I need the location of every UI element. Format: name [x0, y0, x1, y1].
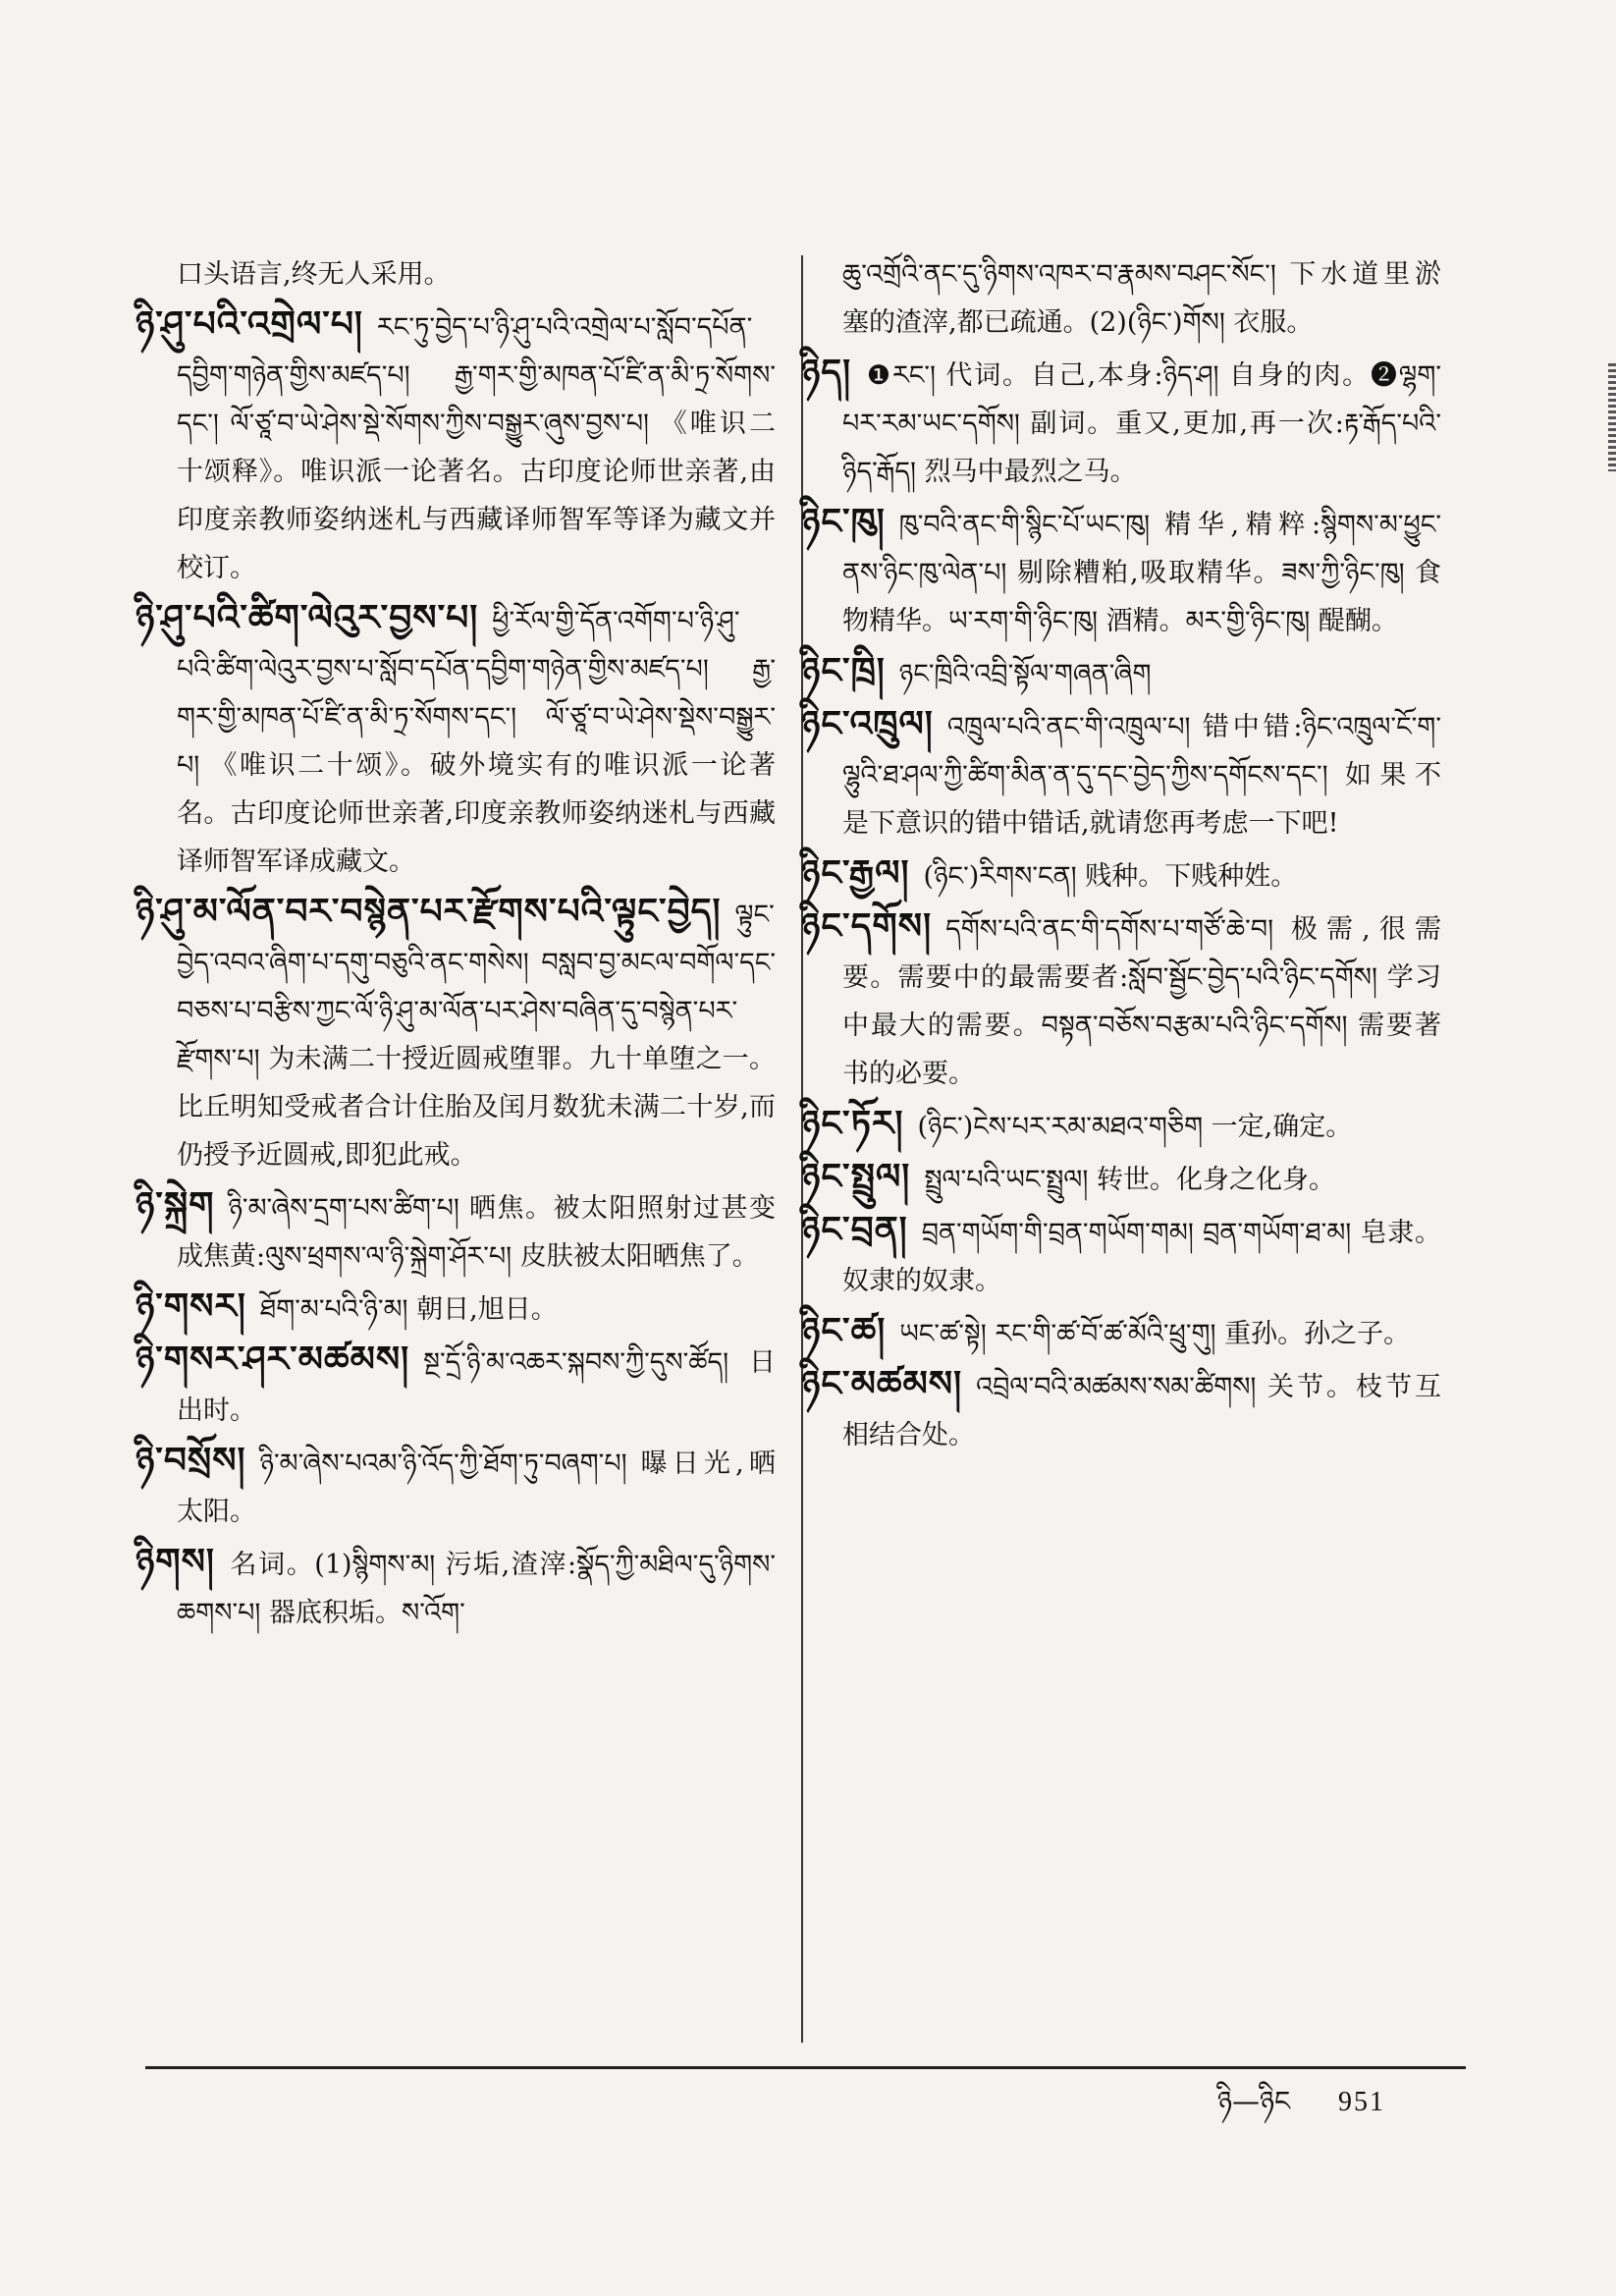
- dictionary-entry: [801, 1206, 1441, 1305]
- entry-headword: ཉི་ཤུ་པའི་ཚིག་ལེའུར་བྱས་པ།: [135, 597, 479, 638]
- entry-definition: ལྟུང་བྱེད་འབའ་ཞིག་པ་དགུ་བཅུའི་ནང་གསེས། བསླབ་བྱ་མངལ་བགོལ་དང་བཅས་པ་བརྩིས་ཀྱང་ལོ་ཉི་ཤུ་མ་ལོན་པར་ཤེས་བཞིན་དུ་བསྙེན་པར་རྫོགས་པ། 为未满二十授近圆戒堕罪。九十单堕之一。比丘明知受戒者合计住胎及闰月数犹未满二十岁,而仍授予近圆戒,即犯此戒。: [177, 900, 776, 1171]
- entry-list-right: [801, 349, 1441, 1459]
- dictionary-entry: [135, 888, 776, 1179]
- entry-definition: བྲན་གཡོག་གི་བྲན་གཡོག་གམ། བྲན་གཡོག་ཐ་མ། 皂隶。奴隶的奴隶。: [842, 1218, 1441, 1296]
- entry-headword: ཉིང་དགོས།: [801, 905, 933, 947]
- entry-headword: ཉི་གསར་ཤར་མཚམས།: [135, 1339, 410, 1380]
- entry-headword: ཉི་སྐྲེག: [135, 1184, 215, 1226]
- entry-definition: ❶རང་། 代词。自己,本身:ཉིད་ཤ། 自身的肉。❷ལྷག་པར་རམ་ཡང་དགོས། 副词。重又,更加,再一次:རྟ་རྒོད་པའི་ཉིད་རྒོད། 烈马中最烈之马。: [842, 360, 1441, 487]
- entry-definition: སྤྲུལ་པའི་ཡང་སྤྲུལ། 转世。化身之化身。: [924, 1165, 1335, 1195]
- entry-definition: ཐོག་མ་པའི་ཉི་མ། 朝日,旭日。: [259, 1294, 558, 1325]
- page-number: 951: [1338, 2087, 1386, 2117]
- entry-definition: འབྲེལ་བའི་མཚམས་སམ་ཚིགས། 关节。枝节互相结合处。: [842, 1372, 1441, 1450]
- footer-rule: [145, 2066, 1466, 2069]
- entry-headword: ཉིང་ཏོར།: [801, 1103, 904, 1144]
- entry-headword: ཉིང་འཁྲུལ།: [801, 703, 934, 744]
- entry-headword: ཉི་ཤུ་མ་ལོན་བར་བསྙེན་པར་རྫོགས་པའི་ལྟུང་བྱེད།: [135, 891, 722, 932]
- entry-headword: ཉིང་མཚམས།: [801, 1363, 963, 1404]
- dictionary-entry: [801, 700, 1441, 847]
- page-footer: [1217, 2072, 1385, 2131]
- dictionary-entry: [801, 902, 1441, 1098]
- entry-definition: ཕྱི་རོལ་གྱི་དོན་འགོག་པ་ཉི་ཤུ་པའི་ཚིག་ལེའུར་བྱས་པ་སློབ་དཔོན་དབྱིག་གཉེན་གྱིས་མཛད་པ། རྒྱ་གར་གྱི་མཁན་པོ་ཛི་ན་མི་ཏྲ་སོགས་དང་། ལོ་ཙཱ་བ་ཡེ་ཤེས་སྡེས་བསྒྱུར་པ། 《唯识二十颂》。破外境实有的唯识派一论著名。古印度论师世亲著,印度亲教师姿纳迷札与西藏译师智军译成藏文。: [177, 606, 776, 877]
- entry-headword: ཉིང་ཚ།: [801, 1310, 887, 1351]
- entry-definition: ཉང་ཁྲིའི་འབྲི་སྟོལ་གཞན་ཞིག: [898, 659, 1152, 689]
- entry-headword: ཉིང་རྒྱལ།: [801, 852, 910, 894]
- dictionary-entry: [135, 594, 776, 886]
- dictionary-entry: [801, 1153, 1441, 1204]
- dictionary-entry: [801, 498, 1441, 645]
- dictionary-entry: [801, 349, 1441, 496]
- entry-definition: 名词。(1)སྙིགས་མ། 污垢,渣滓:སྣོད་ཀྱི་མཐིལ་དུ་ཉིགས་ཆགས་པ། 器底积垢。ས་འོག་: [177, 1550, 776, 1628]
- entry-definition: ཁུ་བའི་ནང་གི་སྙིང་པོ་ཡང་ཁུ། 精华,精粹:སྙིགས་མ་ཕྱུང་ནས་ཉིང་ཁུ་ལེན་པ། 剔除糟粕,吸取精华。ཟས་ཀྱི་ཉིང་ཁུ། 食物精华。ཡ་རག་གི་ཉིང་ཁུ། 酒精。མར་གྱི་ཉིང་ཁུ། 醍醐。: [842, 510, 1441, 636]
- entry-headword: ཉི་གསར།: [135, 1285, 246, 1327]
- dictionary-entry: [801, 1360, 1441, 1459]
- dictionary-entry: [801, 1307, 1441, 1358]
- headword-range: ཉི—ཉིང: [1217, 2085, 1291, 2117]
- entry-definition: (ཉིང་)རིགས་ངན། 贱种。下贱种姓。: [923, 861, 1298, 892]
- entry-headword: ཉིང་ཁུ།: [801, 501, 886, 542]
- dictionary-entry: [801, 849, 1441, 901]
- dictionary-entry: [135, 1181, 776, 1281]
- entry-headword: ཉིང་བྲན།: [801, 1209, 908, 1250]
- dictionary-entry: [135, 1437, 776, 1536]
- entry-headword: ཉི་ཤུ་པའི་འགྲེལ་པ།: [135, 303, 363, 345]
- scan-edge-mark: [1608, 363, 1616, 471]
- entry-definition: ཡང་ཚ་སྟེ། རང་གི་ཚ་བོ་ཚ་མོའི་ཕྲུ་གུ། 重孙。孙之子。: [899, 1319, 1411, 1349]
- entry-headword: ཉིགས།: [135, 1541, 215, 1582]
- entry-list-left: [135, 301, 776, 1637]
- entry-definition: དགོས་པའི་ནང་གི་དགོས་པ་གཙོ་ཆེ་བ། 极需,很需要。需要中的最需要者:སློབ་སྦྱོང་བྱེད་པའི་ཉིང་དགོས། 学习中最大的需要。བསྟན་བཅོས་བརྩམ་པའི་ཉིང་དགོས། 需要著书的必要。: [842, 914, 1441, 1089]
- entry-headword: ཉིང་སྤྲུལ།: [801, 1156, 911, 1197]
- entry-definition: ཉི་མ་ཞེས་པའམ་ཉི་འོད་ཀྱི་ཐོག་ཏུ་བཞག་པ། 曝日光,晒太阳。: [177, 1449, 776, 1527]
- dictionary-entry: [801, 1100, 1441, 1151]
- continued-text: ཆུ་འགྲོའི་ནང་དུ་ཉིགས་འཁར་བ་རྣམས་བཤང་སོང་། 下水道里淤塞的渣滓,都已疏通。(2)(ཉིང་)གོས། 衣服。: [842, 259, 1441, 338]
- dictionary-entry: [135, 1336, 776, 1435]
- continued-text: 口头语言,终无人采用。: [177, 259, 451, 290]
- entry-definition: རང་ཏུ་བྱེད་པ་ཉི་ཤུ་པའི་འགྲེལ་པ་སློབ་དཔོན་དབྱིག་གཉེན་གྱིས་མཛད་པ། རྒྱ་གར་གྱི་མཁན་པོ་ཛི་ན་མི་ཏྲ་སོགས་དང་། ལོ་ཙཱ་བ་ཡེ་ཤེས་སྡེ་སོགས་ཀྱིས་བསྒྱུར་ཞུས་བྱས་པ། 《唯识二十颂释》。唯识派一论著名。古印度论师世亲著,由印度亲教师姿纳迷札与西藏译师智军等译为藏文并校订。: [177, 312, 776, 583]
- entry-definition: ཉི་མ་ཞེས་དྲག་པས་ཚིག་པ། 晒焦。被太阳照射过甚变成焦黄:ལུས་ཕྲགས་ལ་ཉི་སྐྲེག་ཤོར་པ། 皮肤被太阳晒焦了。: [177, 1193, 776, 1272]
- entry-headword: ཉིང་ཁྲི།: [801, 650, 886, 691]
- entry-definition: (ཉིང་)ངེས་པར་རམ་མཐའ་གཅིག 一定,确定。: [917, 1112, 1353, 1142]
- dictionary-entry: [135, 1283, 776, 1334]
- entry-definition: སྔ་དྲོ་ཉི་མ་འཆར་སྐབས་ཀྱི་དུས་ཚོད། 日出时。: [177, 1347, 776, 1426]
- entry-definition: འཁྲུལ་པའི་ནང་གི་འཁྲུལ་པ། 错中错:ཉིང་འཁྲུལ་ངོ་ག་ལྷུའི་ཐ་ཤལ་ཀྱི་ཚིག་མིན་ན་དུ་དང་བྱེད་ཀྱིས་དགོངས་དང་། 如果不是下意识的错中错话,就请您再考虑一下吧!: [842, 712, 1441, 839]
- entry-headword: ཉི་བསྲོས།: [135, 1440, 246, 1481]
- left-column: [135, 250, 776, 1639]
- dictionary-entry: [135, 301, 776, 592]
- entry-headword: ཉིད།: [801, 352, 852, 393]
- dictionary-entry: [135, 1538, 776, 1637]
- dictionary-entry: [801, 647, 1441, 698]
- right-column: [801, 250, 1441, 1461]
